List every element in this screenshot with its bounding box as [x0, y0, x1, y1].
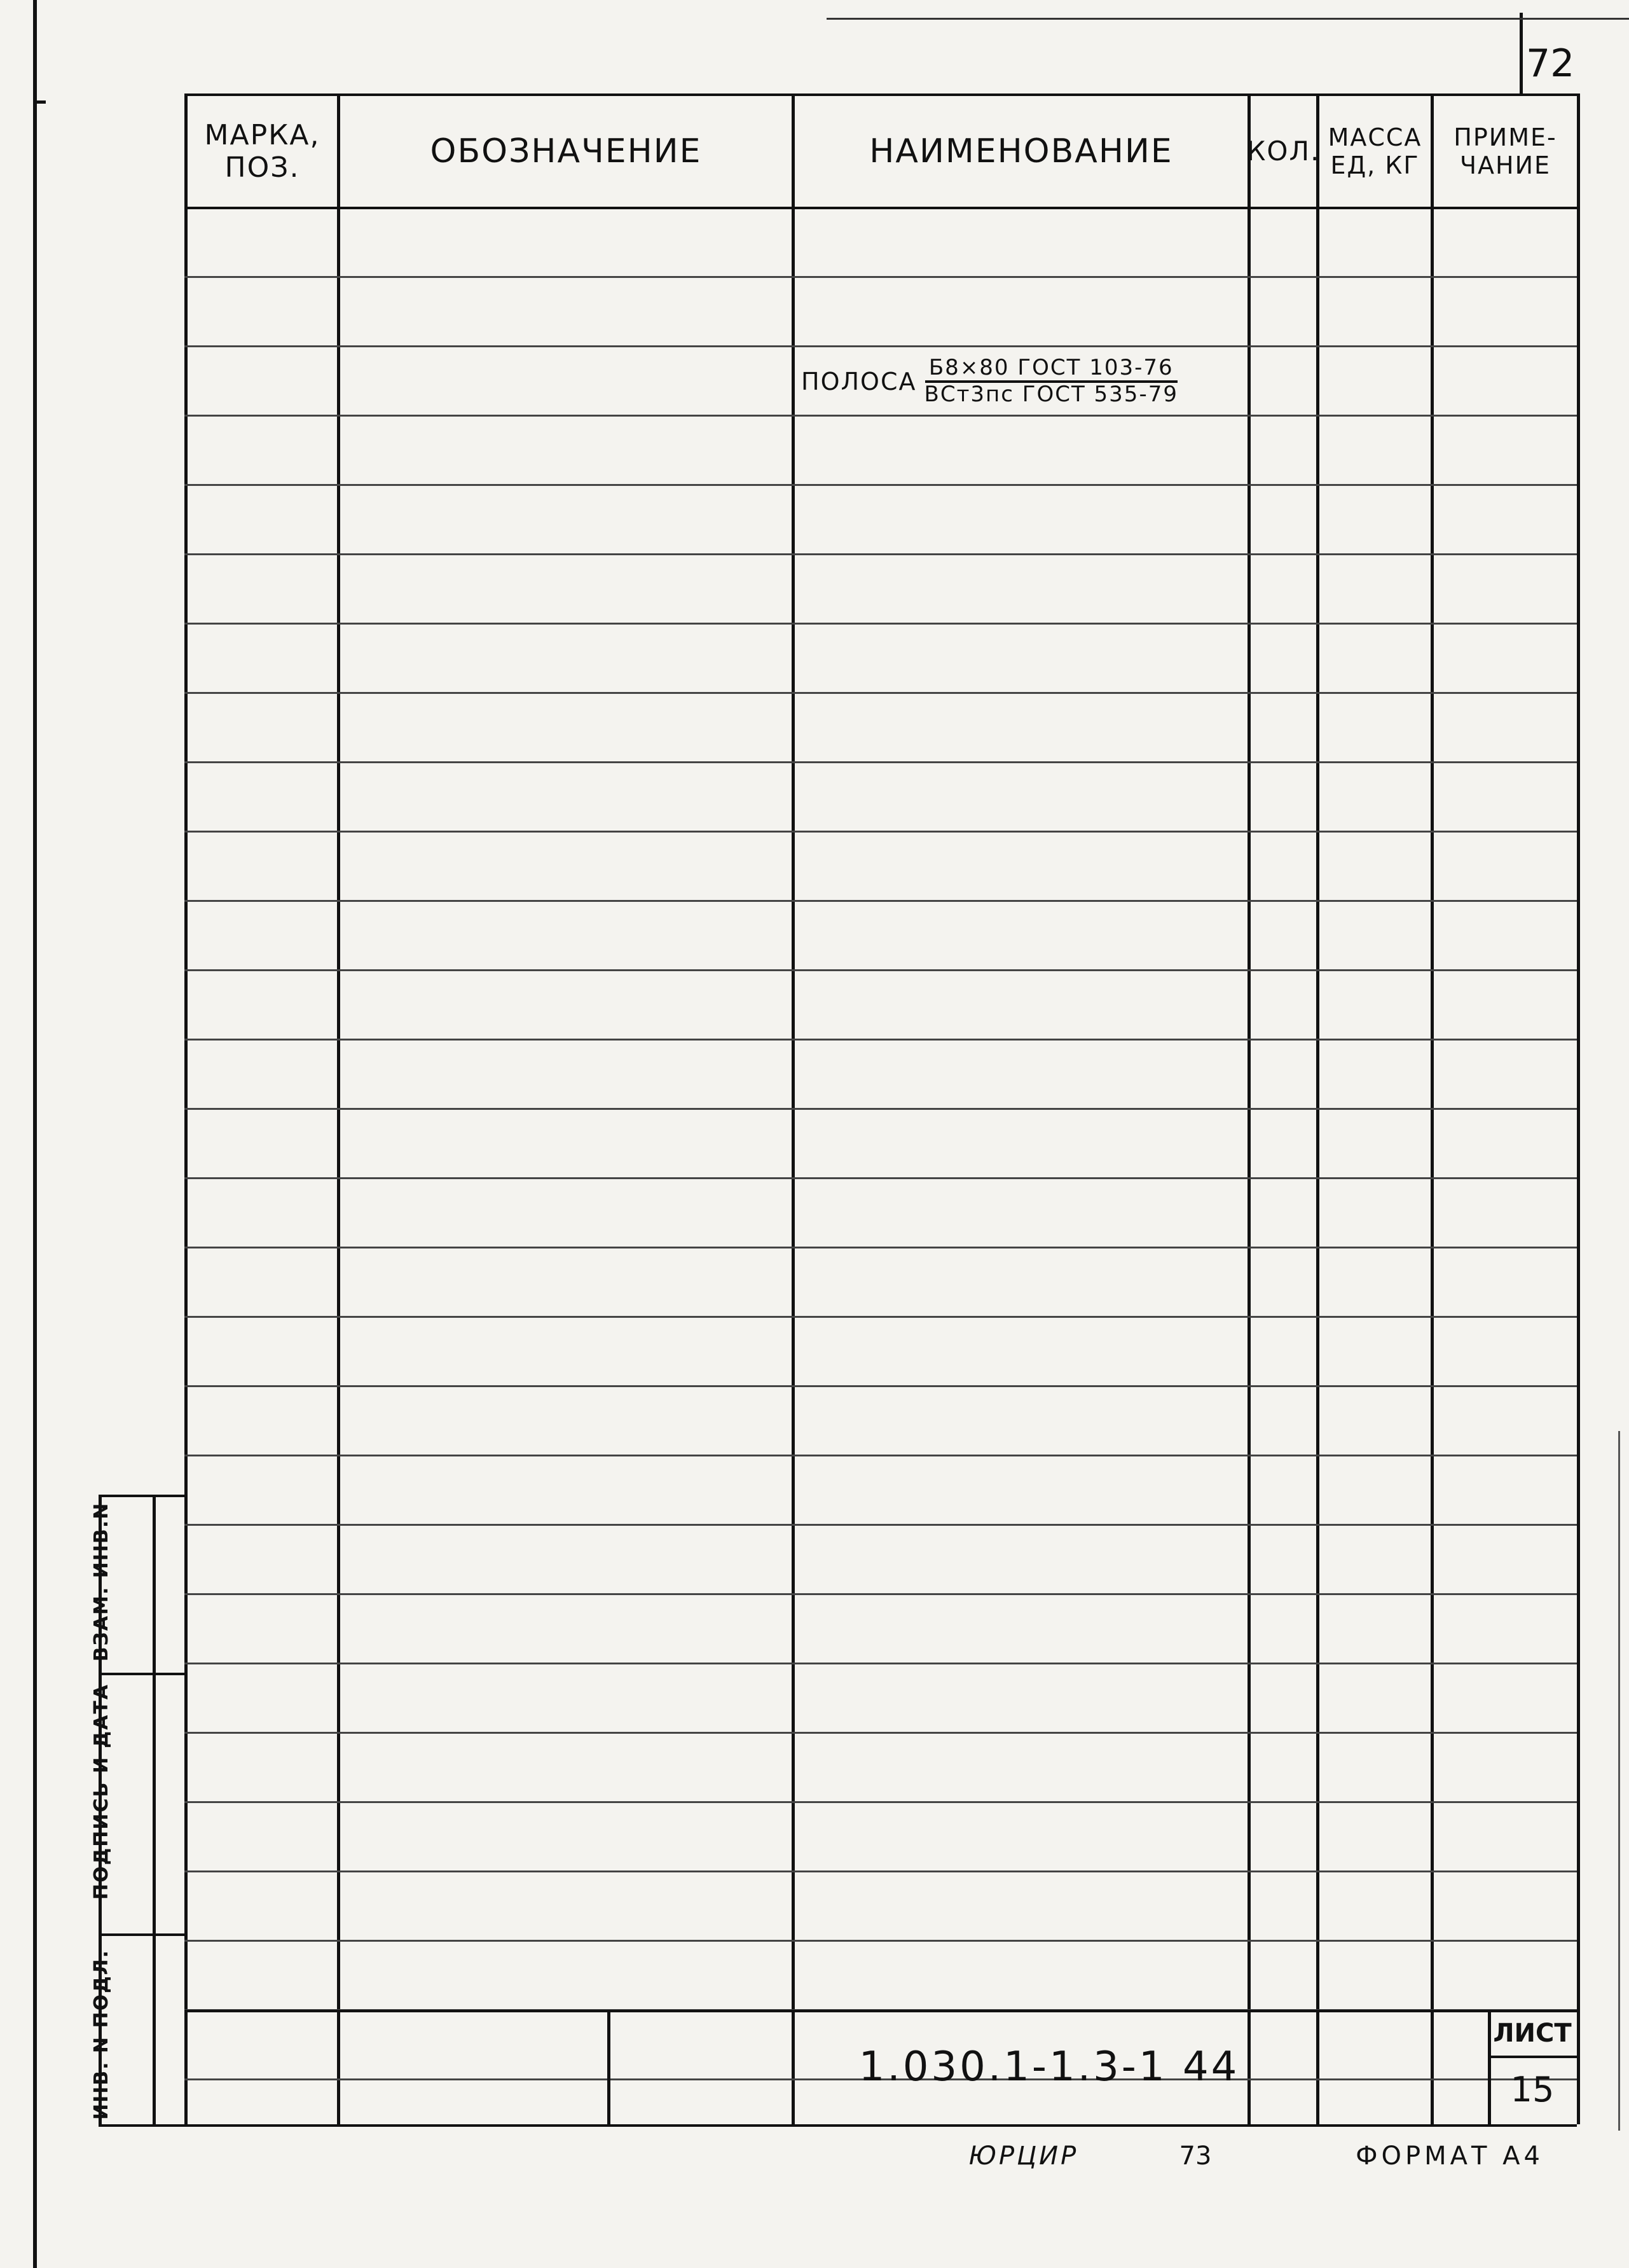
- item-mass: [1319, 417, 1431, 484]
- header-mass-line: МАССА: [1328, 123, 1422, 151]
- header-name-line: НАИМЕНОВАНИЕ: [869, 132, 1173, 170]
- row-separator: [184, 345, 1577, 347]
- stamp-divider-2: [99, 1933, 188, 1936]
- header-mark: [188, 97, 337, 207]
- item-name-denominator: ВСт3пс ГОСТ 535-79: [924, 381, 1178, 407]
- item-designation: [340, 695, 792, 761]
- row-separator: [184, 831, 1577, 833]
- header-mass-line: ЕД, КГ: [1330, 151, 1420, 179]
- row-separator: [184, 1455, 1577, 1456]
- section-subtitle: [795, 625, 1248, 692]
- item-designation: [340, 348, 792, 415]
- row-separator: [184, 623, 1577, 625]
- header-qty: [1246, 97, 1321, 207]
- item-mark: [188, 764, 351, 831]
- item-mark: [188, 1041, 351, 1108]
- bottom-page-number: 73: [1179, 2141, 1212, 2171]
- item-name: [795, 764, 1248, 831]
- item-qty: [1251, 417, 1316, 484]
- item-note: [1434, 417, 1577, 484]
- item-name: [795, 1110, 1248, 1177]
- header-mark-line: МАРКА,: [204, 118, 320, 151]
- sheet-box-divider: [1488, 2056, 1577, 2058]
- stamp-inner-border: [153, 1495, 156, 2124]
- stamp-inv-replacement: ВЗАМ. ИНВ.N: [90, 1502, 113, 1662]
- sheet-number: 15: [1510, 2069, 1555, 2110]
- row-separator: [184, 900, 1577, 902]
- node-title: [795, 556, 1248, 623]
- row-separator: [184, 1593, 1577, 1595]
- header-note-line: ЧАНИЕ: [1459, 151, 1551, 179]
- stamp-bottom-border: [99, 2124, 188, 2127]
- item-name-fraction-body: [924, 356, 1178, 406]
- row-separator: [184, 1385, 1577, 1387]
- item-name-fraction: [795, 348, 1254, 415]
- binding-margin-line: [33, 0, 37, 2268]
- header-note-line: ПРИМЕ-: [1454, 123, 1557, 151]
- header-mark-line: ПОЗ.: [224, 151, 300, 184]
- row-separator: [184, 1108, 1577, 1110]
- format-caption: ФОРМАТ А4: [1356, 2141, 1544, 2171]
- table-bottom-border: [108, 2124, 1577, 2127]
- sheet-label: ЛИСТ: [1493, 2019, 1572, 2048]
- item-designation: [340, 1457, 792, 1524]
- item-name: [795, 417, 1248, 484]
- header-designation-line: ОБОЗНАЧЕНИЕ: [430, 132, 702, 170]
- row-separator: [184, 1039, 1577, 1041]
- section-subtitle: [795, 279, 1248, 345]
- stamp-signature-date: ПОДПИСЬ И ДАТА: [90, 1683, 113, 1900]
- node-title: [795, 209, 1248, 276]
- item-qty: [1251, 764, 1316, 831]
- item-mark: [188, 1457, 351, 1524]
- row-separator: [184, 1732, 1577, 1734]
- row-separator: [184, 1801, 1577, 1803]
- item-name-numerator: Б8×80 ГОСТ 103-76: [925, 356, 1178, 382]
- item-mass: [1319, 1388, 1431, 1455]
- header-mass: [1319, 97, 1431, 207]
- row-separator: [184, 276, 1577, 278]
- node-title: [795, 1249, 1248, 1316]
- section-subtitle: [795, 972, 1248, 1039]
- row-separator: [184, 1663, 1577, 1664]
- item-mass: [1319, 1041, 1431, 1108]
- item-mark: [188, 348, 351, 415]
- top-edge-line: [827, 18, 1629, 20]
- bottom-left-caption: ЮРЦИР: [968, 2141, 1079, 2171]
- binding-dash: [37, 100, 46, 104]
- row-separator: [184, 415, 1577, 417]
- item-mark: [188, 1110, 351, 1177]
- stamp-inv-original: ИНВ. N ПОДЛ.: [90, 1949, 113, 2120]
- row-separator: [184, 1940, 1577, 1942]
- page-number-box-border: [1520, 13, 1523, 95]
- stamp-top-border: [99, 1495, 188, 1497]
- item-qty: [1251, 695, 1316, 761]
- item-name-prefix: ПОЛОСА: [801, 367, 917, 396]
- item-qty: [1251, 1041, 1316, 1108]
- item-designation: [340, 1041, 792, 1108]
- column-line: [1577, 93, 1580, 2124]
- header-note: [1434, 97, 1577, 207]
- item-name: [795, 1457, 1248, 1524]
- item-mark: [188, 695, 351, 761]
- header-qty-line: КОЛ.: [1246, 135, 1321, 167]
- item-designation: [340, 1110, 792, 1177]
- row-separator: [184, 1177, 1577, 1179]
- document-code: 1.030.1-1.3-1 44: [858, 2043, 1240, 2091]
- row-separator: [184, 969, 1577, 971]
- row-separator: [184, 1524, 1577, 1526]
- right-margin-line: [1618, 1431, 1620, 2131]
- item-name: [795, 695, 1248, 761]
- item-qty: [1251, 1388, 1316, 1455]
- item-qty: [1251, 1110, 1316, 1177]
- item-name: [795, 1041, 1248, 1108]
- table-top-border: [184, 93, 1577, 96]
- row-separator: [184, 761, 1577, 763]
- row-separator: [184, 1870, 1577, 1872]
- item-designation: [340, 764, 792, 831]
- row-separator: [184, 1247, 1577, 1248]
- row-separator: [184, 1316, 1577, 1318]
- item-mark: [188, 1388, 351, 1455]
- row-separator: [184, 692, 1577, 694]
- item-qty: [1251, 1457, 1316, 1524]
- row-separator: [184, 553, 1577, 555]
- item-name: [795, 1388, 1248, 1455]
- header-name: [795, 97, 1248, 207]
- section-subtitle: [795, 1318, 1248, 1385]
- page-number-top: 72: [1526, 41, 1575, 86]
- node-title: [795, 902, 1248, 969]
- header-designation: [340, 97, 792, 207]
- item-designation: [340, 1388, 792, 1455]
- item-mass: [1319, 695, 1431, 761]
- row-separator: [184, 484, 1577, 486]
